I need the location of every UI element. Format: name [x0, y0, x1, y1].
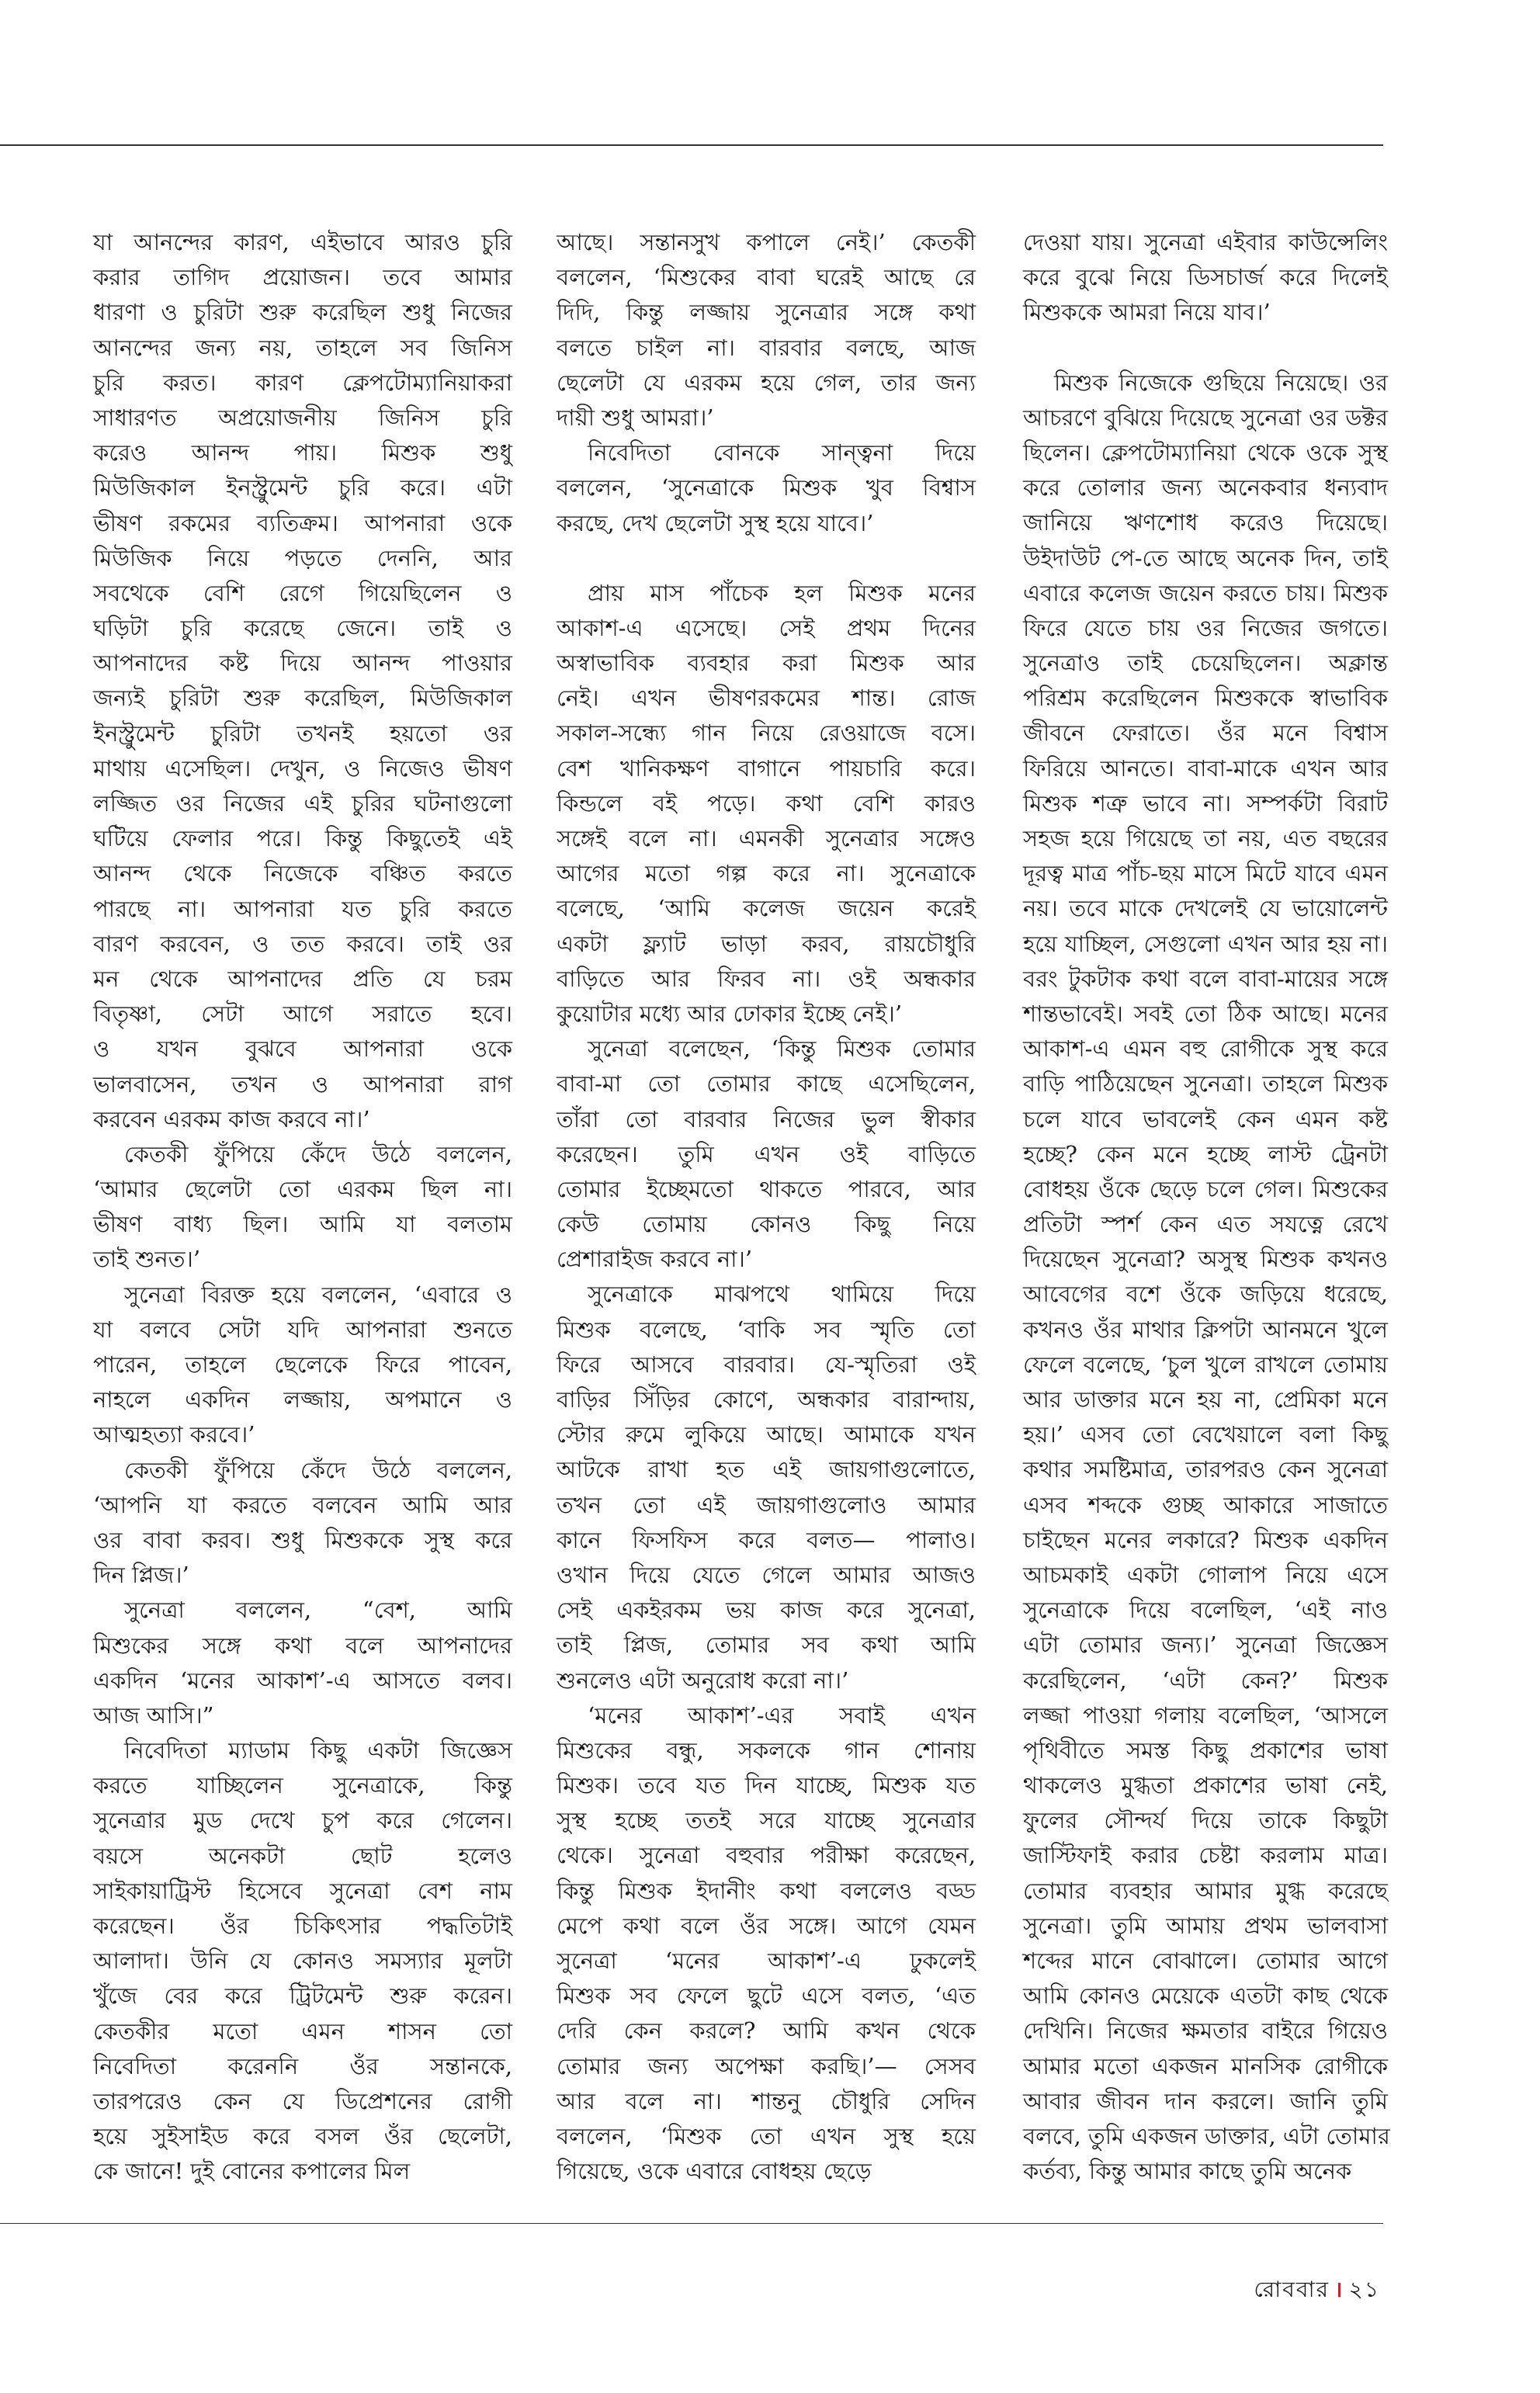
text-line: মিউজিকাল ইনস্ট্রুমেন্ট চুরি করে। এটা — [93, 474, 512, 501]
text-line: আমি কোনও মেয়েকে এতটা কাছ থেকে — [1023, 1982, 1388, 2010]
text-line: ভীষণ রকমের ব্যতিক্রম। আপনারা ওকে — [93, 509, 512, 536]
text-line: ভালবাসেন, তখন ও আপনারা রাগ — [93, 1070, 512, 1098]
text-line: তোমার ইচ্ছেমতো থাকতে পারবে, আর — [557, 1175, 976, 1202]
text-line: করেছেন। তুমি এখন ওই বাড়িতে — [557, 1140, 976, 1167]
text-line: আনন্দ থেকে নিজেকে বঞ্চিত করতে — [93, 860, 512, 887]
text-line: নিবেদিতা করেননি ওঁর সন্তানকে, — [93, 2052, 512, 2079]
text-line: সবথেকে বেশি রেগে গিয়েছিলেন ও — [93, 579, 512, 606]
text-line: বললেন, ‘সুনেত্রাকে মিশুক খুব বিশ্বাস — [557, 474, 976, 501]
text-line: আচরণে বুঝিয়ে দিয়েছে সুনেত্রা ওর ডক্টর — [1023, 404, 1388, 431]
text-line: মিশুকের সঙ্গে কথা বলে আপনাদের — [93, 1632, 512, 1659]
text-line: আত্মহত্যা করবে।’ — [93, 1421, 255, 1448]
paragraph — [1023, 225, 1388, 331]
text-line: ও যখন বুঝবে আপনারা ওকে — [93, 1035, 512, 1063]
paragraph — [557, 1698, 976, 2190]
text-line: ফিরে যেতে চায় ওর নিজের জগতে। — [1023, 614, 1388, 641]
text-line: ফুলের সৌন্দর্য দিয়ে তাকে কিছুটা — [1023, 1807, 1388, 1834]
text-line: বলেছে, ‘আমি কলেজ জয়েন করেই — [557, 895, 976, 922]
text-line: করেও আনন্দ পায়। মিশুক শুধু — [93, 439, 512, 466]
text-line: এটা তোমার জন্য।’ সুনেত্রা জিজ্ঞেস — [1023, 1632, 1388, 1659]
text-line: কেউ তোমায় কোনও কিছু নিয়ে — [557, 1211, 976, 1238]
text-line: বেশ খানিকক্ষণ বাগানে পায়চারি করে। — [557, 754, 976, 782]
text-line: লজ্জা পাওয়া গলায় বলেছিল, ‘আসলে — [1023, 1701, 1388, 1729]
text-line: শুনলেও এটা অনুরোধ করো না।’ — [557, 1666, 849, 1694]
text-line: করবেন এরকম কাজ করবে না।’ — [93, 1105, 370, 1132]
text-line: নয়। তবে মাকে দেখলেই যে ভায়োলেন্ট — [1023, 895, 1388, 922]
text-line: কিন্তু মিশুক ইদানীং কথা বললেও বড্ড — [557, 1877, 976, 1904]
text-line: পারছে না। আপনারা যত চুরি করতে — [93, 895, 512, 922]
text-line: মিউজিক নিয়ে পড়তে দেননি, আর — [93, 544, 512, 571]
text-line: আজ আসি।” — [93, 1701, 214, 1729]
text-line: জানিয়ে ঋণশোধ করেও দিয়েছে। — [1023, 509, 1388, 536]
text-line: পরিশ্রম করেছিলেন মিশুককে স্বাভাবিক — [1023, 685, 1388, 712]
text-line: একটা ফ্ল্যাট ভাড়া করব, রায়চৌধুরি — [557, 930, 976, 957]
text-line: ইনস্ট্রুমেন্ট চুরিটা তখনই হয়তো ওর — [93, 720, 512, 747]
text-line: কুয়োটার মধ্যে আর ঢোকার ইচ্ছে নেই।’ — [557, 1000, 903, 1027]
text-line: প্রেশারাইজ করবে না।’ — [557, 1246, 753, 1273]
bottom-divider — [0, 2223, 1383, 2224]
text-line: তোমার ব্যবহার আমার মুগ্ধ করেছে — [1023, 1877, 1388, 1904]
text-line: কানে ফিসফিস করে বলত— পালাও। — [557, 1526, 976, 1553]
text-line: স্টোর রুমে লুকিয়ে আছে। আমাকে যখন — [557, 1421, 976, 1448]
paragraph — [93, 1453, 512, 1594]
text-line: আকাশ-এ এমন বহু রোগীকে সুস্থ করে — [1023, 1035, 1388, 1063]
text-line: কর্তব্য, কিন্তু আমার কাছে তুমি অনেক — [1023, 2158, 1352, 2185]
text-line: তাই প্লিজ, তোমার সব কথা আমি — [557, 1632, 976, 1659]
text-line: প্রায় মাস পাঁচেক হল মিশুক মনের — [588, 579, 976, 606]
text-line: দূরত্ব মাত্র পাঁচ-ছয় মাসে মিটে যাবে এমন — [1023, 860, 1388, 887]
text-line: বারণ করবেন, ও তত করবে। তাই ওর — [93, 930, 512, 957]
text-line: ‘আপনি যা করতে বলবেন আমি আর — [93, 1491, 512, 1518]
text-line: তোমার জন্য অপেক্ষা করছি।’— সেসব — [557, 2052, 976, 2079]
paragraph — [557, 225, 976, 435]
text-line: মন থেকে আপনাদের প্রতি যে চরম — [93, 965, 512, 992]
text-line: সুনেত্রাকে দিয়ে বলেছিল, ‘এই নাও — [1023, 1597, 1388, 1624]
text-line: চলে যাবে ভাবলেই কেন এমন কষ্ট — [1023, 1105, 1388, 1132]
text-line: বরং টুকটাক কথা বলে বাবা-মায়ের সঙ্গে — [1023, 965, 1388, 992]
text-line: ভীষণ বাধ্য ছিল। আমি যা বলতাম — [93, 1211, 512, 1238]
text-line: এসব শব্দকে গুচ্ছ আকারে সাজাতে — [1023, 1491, 1388, 1518]
text-line: ‘মনের আকাশ’-এর সবাই এখন — [588, 1701, 976, 1729]
text-line: মিশুকের বন্ধু, সকলকে গান শোনায় — [557, 1736, 976, 1764]
text-line: বাবা-মা তো তোমার কাছে এসেছিলেন, — [557, 1070, 976, 1098]
text-line: চাইছেন মনের লকারে? মিশুক একদিন — [1023, 1526, 1388, 1553]
text-line: লজ্জিত ওর নিজের এই চুরির ঘটনাগুলো — [93, 790, 512, 817]
text-line: অস্বাভাবিক ব্যবহার করা মিশুক আর — [557, 650, 976, 677]
text-line: সুনেত্রাকে মাঝপথে থামিয়ে দিয়ে — [588, 1281, 976, 1308]
text-line: মেপে কথা বলে ওঁর সঙ্গে। আগে যেমন — [557, 1912, 976, 1939]
text-line: দায়ী শুধু আমরা।’ — [557, 404, 714, 431]
text-line: দেওয়া যায়। সুনেত্রা এইবার কাউন্সেলিং — [1023, 229, 1388, 255]
text-line: উইদাউট পে-তে আছে অনেক দিন, তাই — [1023, 544, 1388, 571]
text-line: সঙ্গেই বলে না। এমনকী সুনেত্রার সঙ্গেও — [557, 825, 976, 851]
text-line: তারপরেও কেন যে ডিপ্রেশনের রোগী — [93, 2087, 512, 2114]
text-line: হয়।’ এসব তো বেখেয়ালে বলা কিছু — [1023, 1421, 1388, 1448]
text-line: আপনাদের কষ্ট দিয়ে আনন্দ পাওয়ার — [93, 650, 512, 677]
text-line: বাড়িতে আর ফিরব না। ওই অন্ধকার — [557, 965, 976, 992]
text-line: সুনেত্রা বিরক্ত হয়ে বললেন, ‘এবারে ও — [124, 1281, 512, 1308]
text-line: নিবেদিতা বোনকে সান্ত্বনা দিয়ে — [588, 439, 976, 466]
text-line: চুরি করত। কারণ ক্লেপটোম্যানিয়াকরা — [93, 369, 512, 396]
text-column-2 — [557, 225, 976, 2189]
text-line: সুনেত্রা। তুমি আমায় প্রথম ভালবাসা — [1023, 1912, 1388, 1939]
text-line: ওখান দিয়ে যেতে গেলে আমার আজও — [557, 1561, 976, 1588]
text-line: বলতে চাইল না। বারবার বলছে, আজ — [557, 334, 976, 361]
text-line: ফেলে বলেছে, ‘চুল খুলে রাখলে তোমায় — [1023, 1351, 1388, 1378]
text-line: ছেলেটা যে এরকম হয়ে গেল, তার জন্য — [557, 369, 976, 396]
magazine-name: রোববার — [1254, 2277, 1330, 2302]
text-line: করে বুঝে নিয়ে ডিসচার্জ করে দিলেই — [1023, 264, 1388, 291]
text-line: সকাল-সন্ধ্যে গান নিয়ে রেওয়াজে বসে। — [557, 720, 976, 747]
text-line: মিশুক নিজেকে গুছিয়ে নিয়েছে। ওর — [1054, 369, 1388, 396]
text-line: যা আনন্দের কারণ, এইভাবে আরও চুরি — [93, 229, 512, 255]
page-footer — [1254, 2273, 1380, 2309]
text-line: মিশুক বলেছে, ‘বাকি সব স্মৃতি তো — [557, 1316, 976, 1343]
text-line: আবার জীবন দান করলে। জানি তুমি — [1023, 2087, 1388, 2114]
text-line: সুনেত্রা বললেন, “বেশ, আমি — [124, 1597, 512, 1624]
text-line: করছে, দেখ ছেলেটা সুস্থ হয়ে যাবে।’ — [557, 509, 874, 536]
text-line: তখন তো এই জায়গাগুলোও আমার — [557, 1491, 976, 1518]
text-line: আলাদা। উনি যে কোনও সমস্যার মূলটা — [93, 1947, 512, 1975]
text-line: আনন্দের জন্য নয়, তাহলে সব জিনিস — [93, 334, 512, 361]
text-line: নাহলে একদিন লজ্জায়, অপমানে ও — [93, 1386, 512, 1413]
text-line: জন্যই চুরিটা শুরু করেছিল, মিউজিকাল — [93, 685, 512, 712]
text-line: জীবনে ফেরাতে। ওঁর মনে বিশ্বাস — [1023, 720, 1388, 747]
footer-separator: । — [1334, 2277, 1344, 2302]
text-line: সাধারণত অপ্রয়োজনীয় জিনিস চুরি — [93, 404, 512, 431]
text-line: কে জানে! দুই বোনের কপালের মিল — [93, 2158, 411, 2185]
text-line: সুস্থ হচ্ছে ততই সরে যাচ্ছে সুনেত্রার — [557, 1807, 976, 1834]
text-line: ধারণা ও চুরিটা শুরু করেছিল শুধু নিজের — [93, 299, 512, 326]
text-line: করে তোলার জন্য অনেকবার ধন্যবাদ — [1023, 474, 1388, 501]
text-line: থেকে। সুনেত্রা বহুবার পরীক্ষা করেছেন, — [557, 1842, 976, 1869]
text-line: বিতৃষ্ণা, সেটা আগে সরাতে হবে। — [93, 1001, 512, 1028]
paragraph — [93, 1593, 512, 1733]
text-line: মিশুককে আমরা নিয়ে যাব।’ — [1023, 299, 1271, 326]
text-line: ওর বাবা করব। শুধু মিশুককে সুস্থ করে — [93, 1526, 512, 1553]
text-line: এবারে কলেজ জয়েন করতে চায়। মিশুক — [1023, 579, 1388, 606]
text-line: মিশুক সব ফেলে ছুটে এসে বলত, ‘এত — [557, 1982, 976, 2010]
text-line: যা বলবে সেটা যদি আপনারা শুনতে — [93, 1316, 512, 1343]
text-line: বললেন, ‘মিশুকের বাবা ঘরেই আছে রে — [557, 264, 976, 291]
text-line: করেছেন। ওঁর চিকিৎসার পদ্ধতিটাই — [93, 1913, 512, 1939]
text-line: নিবেদিতা ম্যাডাম কিছু একটা জিজ্ঞেস — [124, 1737, 512, 1764]
text-line: বাড়ি পাঠিয়েছেন সুনেত্রা। তাহলে মিশুক — [1023, 1070, 1388, 1098]
text-line: ঘড়িটা চুরি করেছে জেনে। তাই ও — [93, 615, 512, 642]
text-line: হয়ে যাচ্ছিল, সেগুলো এখন আর হয় না। — [1023, 930, 1388, 957]
paragraph — [557, 576, 976, 1032]
paragraph — [557, 435, 976, 541]
text-line: ছিলেন। ক্লেপটোম্যানিয়া থেকে ওকে সুস্থ — [1023, 439, 1388, 466]
text-line: তাঁরা তো বারবার নিজের ভুল স্বীকার — [557, 1105, 976, 1132]
text-line: থাকলেও মুগ্ধতা প্রকাশের ভাষা নেই, — [1023, 1772, 1388, 1799]
paragraph — [557, 1032, 976, 1277]
text-line: আছে। সন্তানসুখ কপালে নেই।’ কেতকী — [557, 229, 976, 255]
text-line: দেখিনি। নিজের ক্ষমতার বাইরে গিয়েও — [1023, 2017, 1388, 2044]
text-line: করার তাগিদ প্রয়োজন। তবে আমার — [93, 264, 512, 291]
text-line: ঘটিয়ে ফেলার পরে। কিন্তু কিছুতেই এই — [93, 825, 512, 852]
paragraph — [93, 225, 512, 1137]
text-line: শব্দের মানে বোঝালে। তোমার আগে — [1023, 1947, 1388, 1974]
text-line: বললেন, ‘মিশুক তো এখন সুস্থ হয়ে — [557, 2122, 976, 2149]
text-line: বোধহয় ওঁকে ছেড়ে চলে গেল। মিশুকের — [1023, 1175, 1388, 1202]
text-line: আর ডাক্তার মনে হয় না, প্রেমিকা মনে — [1023, 1386, 1388, 1413]
text-line: কেতকী ফুঁপিয়ে কেঁদে উঠে বললেন, — [124, 1140, 512, 1167]
text-line: দেরি কেন করলে? আমি কখন থেকে — [557, 2017, 976, 2044]
paragraph — [1023, 366, 1388, 2190]
text-line: পারেন, তাহলে ছেলেকে ফিরে পাবেন, — [93, 1351, 512, 1378]
paragraph — [93, 1733, 512, 2189]
text-line: আচমকাই একটা গোলাপ নিয়ে এসে — [1023, 1561, 1388, 1588]
text-line: মিশুক। তবে যত দিন যাচ্ছে, মিশুক যত — [557, 1772, 976, 1799]
top-divider — [0, 144, 1383, 146]
paragraph — [93, 1278, 512, 1453]
text-line: মিশুক শত্রু ভাবে না। সম্পর্কটা বিরাট — [1023, 789, 1388, 817]
text-line: আটকে রাখা হত এই জায়গাগুলোতে, — [557, 1456, 976, 1483]
text-line: কখনও ওঁর মাথার ক্লিপটা আনমনে খুলে — [1023, 1316, 1388, 1343]
text-line: আর বলে না। শান্তনু চৌধুরি সেদিন — [557, 2087, 976, 2114]
text-line: আমার মতো একজন মানসিক রোগীকে — [1023, 2052, 1388, 2079]
text-line: করেছিলেন, ‘এটা কেন?’ মিশুক — [1023, 1666, 1388, 1694]
text-line: সাইকায়াট্রিস্ট হিসেবে সুনেত্রা বেশ নাম — [93, 1877, 512, 1904]
text-line: সহজ হয়ে গিয়েছে তা নয়, এত বছরের — [1023, 825, 1388, 851]
text-line: ‘আমার ছেলেটা তো এরকম ছিল না। — [93, 1176, 512, 1203]
text-column-3 — [1023, 225, 1388, 2189]
text-line: সুনেত্রাও তাই চেয়েছিলেন। অক্লান্ত — [1023, 650, 1388, 677]
text-line: সেই একইরকম ভয় কাজ করে সুনেত্রা, — [557, 1597, 976, 1624]
paragraph — [93, 1137, 512, 1278]
text-line: আবেগের বশে ওঁকে জড়িয়ে ধরেছে, — [1023, 1281, 1388, 1308]
text-line: বাড়ির সিঁড়ির কোণে, অন্ধকার বারান্দায়, — [557, 1386, 976, 1413]
text-line: তাই শুনত।’ — [93, 1246, 201, 1273]
text-line: আগের মতো গল্প করে না। সুনেত্রাকে — [557, 860, 976, 887]
text-line: ফিরে আসবে বারবার। যে-স্মৃতিরা ওই — [557, 1351, 976, 1378]
text-line: গিয়েছে, ওকে এবারে বোধহয় ছেড়ে — [557, 2158, 872, 2185]
text-line: নেই। এখন ভীষণরকমের শান্ত। রোজ — [557, 685, 976, 712]
text-line: খুঁজে বের করে ট্রিটমেন্ট শুরু করেন। — [93, 1982, 512, 2010]
text-line: কেতকী ফুঁপিয়ে কেঁদে উঠে বললেন, — [124, 1456, 512, 1483]
text-line: হয়ে সুইসাইড করে বসল ওঁর ছেলেটা, — [93, 2123, 512, 2150]
text-line: সুনেত্রা বলেছেন, ‘কিন্তু মিশুক তোমার — [588, 1035, 976, 1063]
text-line: কথার সমষ্টিমাত্র, তারপরও কেন সুনেত্রা — [1023, 1456, 1388, 1483]
text-line: জাস্টিফাই করার চেষ্টা করলাম মাত্র। — [1023, 1842, 1388, 1869]
text-line: দিদি, কিন্তু লজ্জায় সুনেত্রার সঙ্গে কথা — [557, 299, 976, 326]
text-line: পৃথিবীতে সমস্ত কিছু প্রকাশের ভাষা — [1023, 1736, 1388, 1764]
text-line: সুনেত্রার মুড দেখে চুপ করে গেলেন। — [93, 1807, 512, 1834]
text-line: ফিরিয়ে আনতে। বাবা-মাকে এখন আর — [1023, 754, 1388, 782]
text-line: করতে যাচ্ছিলেন সুনেত্রাকে, কিন্তু — [93, 1772, 512, 1799]
text-line: দিন প্লিজ।’ — [93, 1562, 189, 1589]
text-line: শান্তভাবেই। সবই তো ঠিক আছে। মনের — [1023, 1000, 1388, 1027]
text-line: কেতকীর মতো এমন শাসন তো — [93, 2017, 512, 2044]
text-line: দিয়েছেন সুনেত্রা? অসুস্থ মিশুক কখনও — [1023, 1246, 1388, 1273]
text-line: বলবে, তুমি একজন ডাক্তার, এটা তোমার — [1023, 2122, 1390, 2149]
text-line: আকাশ-এ এসেছে। সেই প্রথম দিনের — [557, 614, 976, 641]
page-number: ২১ — [1348, 2277, 1380, 2302]
paragraph — [557, 1277, 976, 1698]
text-column-1 — [93, 225, 512, 2190]
text-line: প্রতিটা স্পর্শ কেন এত সযত্নে রেখে — [1023, 1211, 1388, 1238]
text-line: হচ্ছে? কেন মনে হচ্ছে লাস্ট ট্রেনটা — [1023, 1140, 1388, 1167]
text-line: একদিন ‘মনের আকাশ’-এ আসতে বলব। — [93, 1666, 512, 1694]
text-line: মাথায় এসেছিল। দেখুন, ও নিজেও ভীষণ — [93, 754, 512, 782]
text-line: সুনেত্রা ‘মনের আকাশ’-এ ঢুকলেই — [557, 1947, 976, 1974]
text-line: কিন্ডলে বই পড়ে। কথা বেশি কারও — [557, 789, 976, 817]
text-line: বয়সে অনেকটা ছোট হলেও — [93, 1842, 512, 1869]
